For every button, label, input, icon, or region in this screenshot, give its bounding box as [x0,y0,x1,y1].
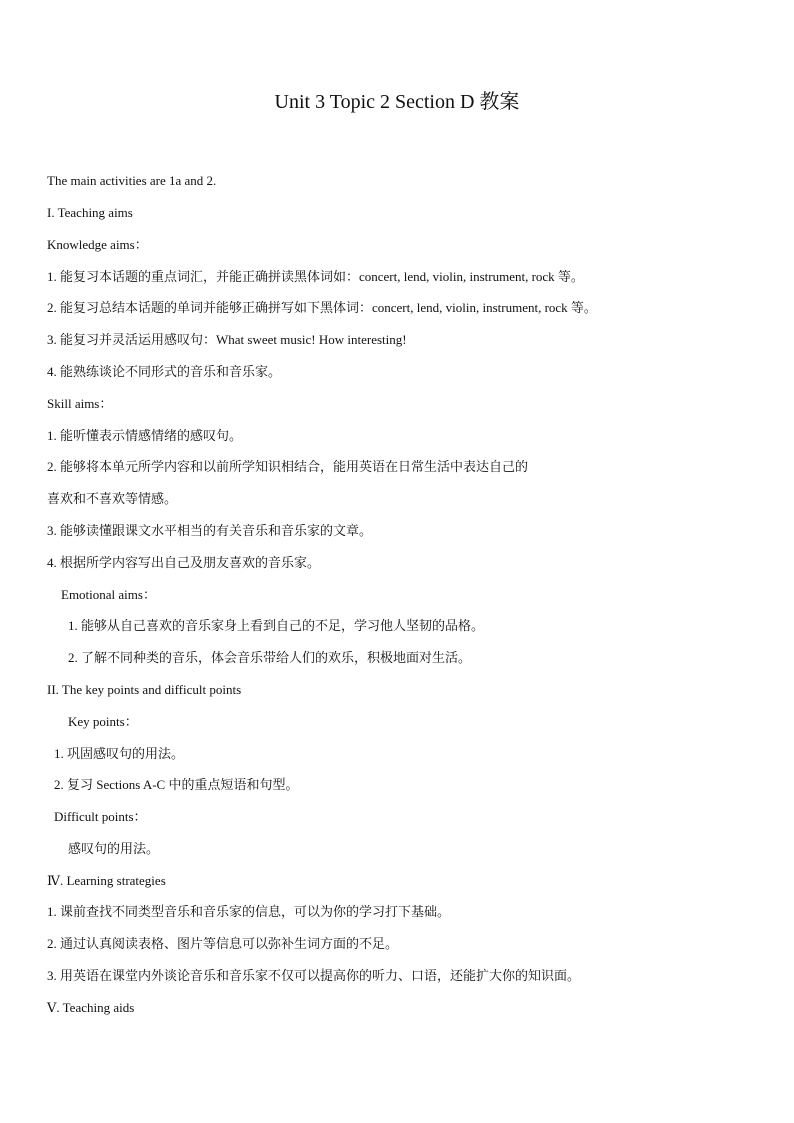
difficult-points-label: Difficult points： [54,809,147,824]
skill-aim-2: 2. 能够将本单元所学内容和以前所学知识相结合，能用英语在日常生活中表达自己的 [47,459,529,474]
knowledge-aim-3: 3. 能复习并灵活运用感叹句：What sweet music! How interesting! [47,332,407,347]
skill-aim-2-continued: 喜欢和不喜欢等情感。 [47,491,178,506]
section-heading-teaching-aids: Ⅴ. Teaching aids [47,1000,135,1015]
knowledge-aim-2: 2. 能复习总结本话题的单词并能够正确拼写如下黑体词：concert, lend, violin, instrument, rock 等。 [47,300,597,315]
skill-aim-3: 3. 能够读懂跟课文水平相当的有关音乐和音乐家的文章。 [47,523,373,538]
learning-strategy-2: 2. 通过认真阅读表格、图片等信息可以弥补生词方面的不足。 [47,936,399,951]
learning-strategy-3: 3. 用英语在课堂内外谈论音乐和音乐家不仅可以提高你的听力、口语，还能扩大你的知识面。 [47,968,581,983]
skill-aim-1: 1. 能听懂表示情感情绪的感叹句。 [47,428,243,443]
knowledge-aim-1: 1. 能复习本话题的重点词汇，并能正确拼读黑体词如：concert, lend, violin, instrument, rock 等。 [47,269,584,284]
emotional-aim-1: 1. 能够从自己喜欢的音乐家身上看到自己的不足，学习他人坚韧的品格。 [68,618,485,633]
section-heading-teaching-aims: I. Teaching aims [47,205,133,220]
section-heading-key-points: II. The key points and difficult points [47,682,242,697]
skill-aims-label: Skill aims： [47,396,113,411]
learning-strategy-1: 1. 课前查找不同类型音乐和音乐家的信息，可以为你的学习打下基础。 [47,904,451,919]
skill-aim-4: 4. 根据所学内容写出自己及朋友喜欢的音乐家。 [47,555,321,570]
difficult-point-1: 感叹句的用法。 [68,841,160,856]
intro-line: The main activities are 1a and 2. [47,173,217,188]
key-point-2: 2. 复习 Sections A-C 中的重点短语和句型。 [54,777,299,792]
emotional-aims-label: Emotional aims： [61,587,156,602]
knowledge-aim-4: 4. 能熟练谈论不同形式的音乐和音乐家。 [47,364,282,379]
emotional-aim-2: 2. 了解不同种类的音乐，体会音乐带给人们的欢乐，积极地面对生活。 [68,650,472,665]
key-points-label: Key points： [68,714,138,729]
section-heading-learning-strategies: Ⅳ. Learning strategies [47,873,166,888]
page-title: Unit 3 Topic 2 Section D 教案 [274,91,520,113]
key-point-1: 1. 巩固感叹句的用法。 [54,746,185,761]
knowledge-aims-label: Knowledge aims： [47,237,148,252]
